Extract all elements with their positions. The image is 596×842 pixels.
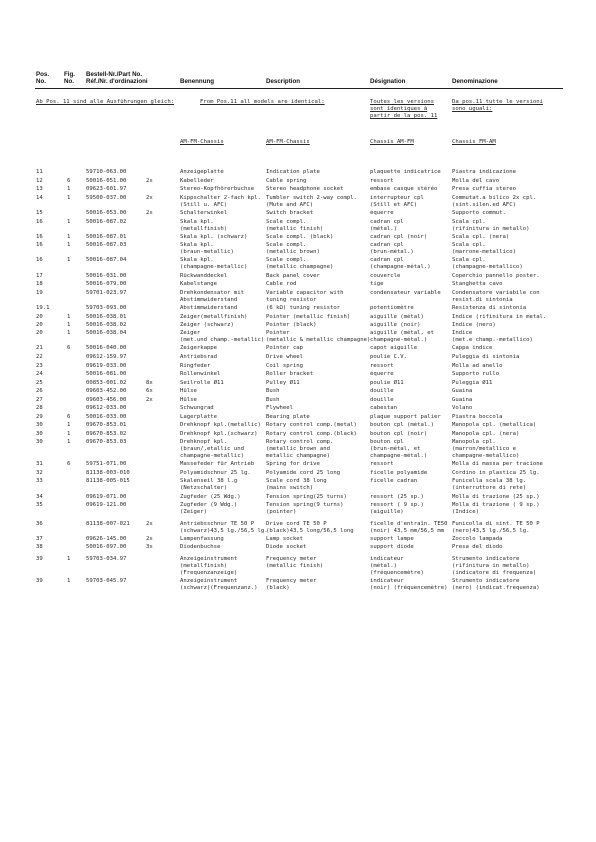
cell-en: Frequency meter (metallic finish) <box>266 555 324 569</box>
cell-part: 50016-040.00 <box>86 345 127 352</box>
cell-it: Volano <box>452 405 473 412</box>
col-header-denominazione: Denominazione <box>452 78 498 85</box>
cell-pos: 16 <box>36 218 43 225</box>
cell-part: 50016-081.00 <box>86 371 127 378</box>
cell-fr: bouton cpl (noir) <box>370 430 428 437</box>
cell-fr: plaque support palier <box>370 413 441 420</box>
cell-it: Stanghetta cavo <box>452 281 503 288</box>
cell-fig: 1 <box>67 257 71 264</box>
cell-de: Schalterwinkel <box>180 210 228 216</box>
cell-it: Molla di trazione (25 sp.) <box>452 493 540 500</box>
cell-it: Manopola cpl. (nera) <box>452 430 520 437</box>
cell-fr: aiguille (métal) <box>370 313 424 320</box>
cell-de: Skala kpl. (schwarz) <box>180 233 248 240</box>
cell-pos: 16 <box>36 257 43 264</box>
cell-fr: indicateur (noir) (fréquencemètre) <box>370 578 448 592</box>
cell-fr: poulie C.V. <box>370 354 408 360</box>
cell-pos: 32 <box>36 469 43 476</box>
cell-fig: 1 <box>67 242 71 249</box>
cell-it: Zoccolo lampada <box>452 535 503 542</box>
cell-pos: 28 <box>36 405 43 412</box>
cell-fig: 1 <box>67 438 71 445</box>
cell-pos: 16 <box>36 242 43 249</box>
cell-qty: 2x <box>146 396 153 403</box>
cell-fr: douille <box>370 388 394 395</box>
cell-de: Stereo-Kopfhörerbuchse <box>180 186 255 193</box>
cell-part: 09670-853.03 <box>86 438 127 445</box>
cell-it: Presa del diodo <box>452 544 503 551</box>
cell-de: Rückwanddeckel <box>180 272 228 279</box>
cell-pos: 20 <box>36 313 43 320</box>
cell-part: 00853-001.02 <box>86 379 127 386</box>
cell-en: Polyamide cord 25 long <box>266 469 341 476</box>
cell-fr: cadran cpl (brun-métal.) <box>370 242 414 256</box>
cell-de: Seilrolle Ø11 <box>180 379 224 386</box>
cell-part: 09603-456.00 <box>86 396 127 403</box>
cell-part: 50016-097.00 <box>86 544 127 551</box>
cell-qty: 2x <box>146 520 153 527</box>
cell-it: Puleggia di sintonia <box>452 354 520 360</box>
cell-en: Pointer (metallic & metallic champagne) <box>266 330 371 344</box>
cell-part: 50016-087.02 <box>86 218 127 225</box>
subhead-fr: Chassis AM-FM <box>370 139 414 145</box>
cell-fr: indicateur (métal.) (fréquencemètre) <box>370 555 424 576</box>
cell-pos: 25 <box>36 379 43 386</box>
cell-it: Strumento indicatore (nero) (indicat.frequenza) <box>452 578 540 592</box>
cell-it: Condensatore variabile con resist.di sintonia <box>452 289 540 303</box>
cell-de: Anzeigeplatte <box>180 169 224 175</box>
cell-en: Drive cord TE 50 P (black)43,5 long/56,5 long <box>266 520 354 534</box>
cell-pos: 29 <box>36 413 43 420</box>
cell-en: Tumbler switch 2-way compl. (Mute and AFC) <box>266 194 357 208</box>
cell-it: Indice (met.e champ.-metallico) <box>452 330 533 344</box>
cell-it: Indice (nero) <box>452 321 496 328</box>
cell-it: Resistenza di sintonia <box>452 305 527 312</box>
cell-en: Back panel cover <box>266 272 320 279</box>
cell-part: 09670-853.02 <box>86 430 127 437</box>
cell-part: 59710-063.00 <box>86 169 127 175</box>
subhead-de: AM-FM-Chassis <box>180 139 224 145</box>
cell-it: Presa cuffia stereo <box>452 186 516 193</box>
cell-fr: couvercle <box>370 272 401 279</box>
cell-fr: ficelle d'entraîn. TE50 (noir) 43,5 mm/56,5 mm <box>370 520 448 534</box>
cell-pos: 11 <box>36 169 43 175</box>
cell-pos: 38 <box>36 544 43 551</box>
intro-it: Da pos.11 tutte le versioni sono uguali: <box>452 99 543 112</box>
cell-part: 09619-071.00 <box>86 493 127 500</box>
cell-fr: condensateur variable <box>370 289 441 296</box>
cell-it: Commutat.a bilico 2x cpl. (sint.silen.ed AFC) <box>452 194 537 208</box>
cell-de: Kippschalter 2-fach kpl. (Still u. AFC) <box>180 194 261 208</box>
cell-qty: 2x <box>146 210 153 216</box>
cell-pos: 23 <box>36 362 43 369</box>
col-header-designation: Désignation <box>370 78 406 85</box>
cell-part: 09670-853.01 <box>86 422 127 429</box>
col-header-benennung: Benennung <box>180 78 215 85</box>
subhead-it: Chassis FM-AM <box>452 139 496 145</box>
cell-en: Bush <box>266 396 280 403</box>
cell-it: Piastra boccola <box>452 413 503 420</box>
cell-de: Anzeigeinstrument (metallfinish) (Frequenzanzeige) <box>180 555 238 576</box>
cell-part: 50016-079.00 <box>86 281 127 288</box>
cell-fig: 1 <box>67 578 71 585</box>
cell-en: Rotary control comp. (metallic brown and metallic champagne) <box>266 438 334 459</box>
cell-en: Indication plate <box>266 169 320 175</box>
cell-en: Tension spring(25 turns) <box>266 493 347 500</box>
cell-pos: 21 <box>36 345 43 352</box>
cell-en: Scale compl. (metallic champagne) <box>266 257 334 271</box>
cell-fig: 6 <box>67 413 71 420</box>
cell-de: Zeiger (met.und champ.-metallic) <box>180 330 265 344</box>
cell-part: 59751-071.00 <box>86 461 127 468</box>
cell-pos: 12 <box>36 177 43 184</box>
cell-fr: aiguille (noir) <box>370 321 421 328</box>
cell-de: Skalenseil 38 l.g (Netzschalter) <box>180 478 238 492</box>
cell-fr: cadran cpl (noir) <box>370 233 428 240</box>
cell-it: Supporto rullo <box>452 371 500 378</box>
cell-de: Diodenbuchse <box>180 544 221 551</box>
col-header-part: Bestell-Nr./Part No. Réf./Nr. d'ordinazioni <box>86 71 148 86</box>
cell-it: Guaina <box>452 388 473 395</box>
cell-it: Cappa indice <box>452 345 493 352</box>
cell-pos: 15 <box>36 210 43 216</box>
cell-fr: bouton cpl (métal.) <box>370 422 434 429</box>
cell-it: Molla del cavo <box>452 177 500 184</box>
cell-fr: équerre <box>370 210 394 216</box>
cell-fig: 1 <box>67 194 71 201</box>
cell-pos: 19 <box>36 289 43 296</box>
cell-qty: 8x <box>146 379 153 386</box>
cell-en: Coil spring <box>266 362 304 369</box>
cell-en: (6 kΩ) tuning resistor <box>266 305 341 312</box>
cell-de: Schwungrad <box>180 405 214 412</box>
cell-part: 09623-601.97 <box>86 186 127 193</box>
cell-it: Manopola cpl. (marron/metallico e champagne-metallico) <box>452 438 520 459</box>
cell-fr: capot aiguille <box>370 345 418 352</box>
cell-fig: 1 <box>67 321 71 328</box>
cell-it: Scala cpl. (rifinitura in metallo) <box>452 218 530 232</box>
cell-fr: embase casque stéréo <box>370 186 438 193</box>
cell-pos: 31 <box>36 461 43 468</box>
cell-en: Scale compl. (metallic brown) <box>266 242 320 256</box>
cell-it: Funicella scala 38 lg. (interruttore di rete) <box>452 478 527 492</box>
cell-fr: potentiomètre <box>370 305 414 312</box>
cell-fr: interrupteur cpl (Still et AFC) <box>370 194 424 208</box>
cell-fr: ressort <box>370 461 394 468</box>
cell-part: 50016-038.02 <box>86 321 127 328</box>
cell-de: Massefeder für Antrieb <box>180 461 255 468</box>
cell-de: Antriebsrad <box>180 354 218 360</box>
cell-fig: 6 <box>67 461 71 468</box>
cell-fig: 1 <box>67 555 71 562</box>
cell-part: 59703-034.97 <box>86 555 127 562</box>
cell-de: Lampenfassung <box>180 535 224 542</box>
cell-fr: cabestan <box>370 405 397 412</box>
cell-fr: cadran cpl (champagne-métal.) <box>370 257 431 271</box>
cell-en: Frequency meter (black) <box>266 578 317 592</box>
cell-de: Abstimmwiderstand <box>180 305 238 312</box>
cell-fr: support diode <box>370 544 414 551</box>
cell-pos: 22 <box>36 354 43 360</box>
cell-de: Zeigerkappe <box>180 345 218 352</box>
cell-fr: ficelle cadran <box>370 478 418 485</box>
cell-de: Kabelstange <box>180 281 218 288</box>
cell-it: Scala cpl. (champagne-metallico) <box>452 257 523 271</box>
cell-en: Roller bracket <box>266 371 314 378</box>
cell-en: Scale cord 38 long (mains switch) <box>266 478 327 492</box>
col-header-fig: Fig. No. <box>64 71 75 86</box>
cell-pos: 13 <box>36 186 43 193</box>
cell-part: 59703-093.00 <box>86 305 127 312</box>
cell-en: Scale compl. (black) <box>266 233 334 240</box>
cell-part: 09619-121.00 <box>86 502 127 509</box>
cell-de: Skala kpl. (braun-metallic) <box>180 242 234 256</box>
cell-en: Stereo headphone socket <box>266 186 344 193</box>
cell-pos: 33 <box>36 478 43 485</box>
cell-de: Ringfeder <box>180 362 211 369</box>
cell-part: 09626-145.00 <box>86 535 127 542</box>
cell-fr: poulie Ø11 <box>370 379 404 386</box>
cell-part: 59500-037.00 <box>86 194 127 201</box>
cell-en: Rotary control comp.(metal) <box>266 422 357 429</box>
cell-fig: 1 <box>67 218 71 225</box>
cell-pos: 30 <box>36 430 43 437</box>
cell-part: 81138-003-010 <box>86 469 130 476</box>
cell-fr: ressort <box>370 177 394 184</box>
header-rule <box>35 88 563 89</box>
cell-it: Piastra indicazione <box>452 169 516 175</box>
cell-part: 59703-045.97 <box>86 578 127 585</box>
cell-en: Lamp socket <box>266 535 304 542</box>
cell-de: Anzeigeinstrument (schwarz)(Frequenzanz.) <box>180 578 258 592</box>
cell-de: Skala kpl. (champagne-metallic) <box>180 257 248 271</box>
cell-en: Pulley Ø11 <box>266 379 300 386</box>
cell-fr: ficelle polyamide <box>370 469 428 476</box>
cell-part: 09612-159.97 <box>86 354 127 360</box>
cell-it: Coperchio pannello poster. <box>452 272 540 279</box>
cell-en: Flywheel <box>266 405 293 412</box>
cell-part: 50016-053.00 <box>86 210 127 216</box>
cell-en: Rotary control comp.(black) <box>266 430 357 437</box>
cell-fig: 1 <box>67 313 71 320</box>
cell-de: Drehkondensator mit Abstimmwiderstand <box>180 289 244 303</box>
cell-part: 81138-005-015 <box>86 478 130 485</box>
cell-de: Skala kpl. (metallfinish) <box>180 218 228 232</box>
cell-fr: ressort (25 sp.) <box>370 493 424 500</box>
cell-fr: douille <box>370 396 394 403</box>
cell-de: Lagerplatte <box>180 413 218 420</box>
cell-it: Manopola cpl. (metallica) <box>452 422 537 429</box>
cell-fig: 1 <box>67 330 71 337</box>
cell-de: Drehknopf kpl.(metallic) <box>180 422 261 429</box>
cell-it: Indice (rifinitura in metal. <box>452 313 547 320</box>
cell-part: 50016-087.03 <box>86 242 127 249</box>
cell-fr: plaquette indicatrice <box>370 169 441 175</box>
cell-pos: 20 <box>36 330 43 337</box>
cell-it: Molla di trazione ( 9 sp.) (Indice) <box>452 502 540 516</box>
cell-en: Pointer (black) <box>266 321 317 328</box>
cell-fr: équerre <box>370 371 394 378</box>
cell-pos: 30 <box>36 422 43 429</box>
col-header-pos: Pos. No. <box>36 71 50 86</box>
cell-en: Pointer cap <box>266 345 304 352</box>
cell-qty: 2x <box>146 194 153 201</box>
cell-de: Kabelleder <box>180 177 214 184</box>
cell-qty: 6x <box>146 388 153 395</box>
subhead-en: AM-FM-Chassis <box>266 139 310 145</box>
cell-part: 59701-023.97 <box>86 289 127 296</box>
cell-it: Scala cpl. (marrone-metallico) <box>452 242 516 256</box>
cell-fig: 1 <box>67 430 71 437</box>
cell-de: Rollenwinkel <box>180 371 221 378</box>
cell-de: Hülse <box>180 396 197 403</box>
intro-en: From Pos.11 all models are identical: <box>200 99 325 105</box>
cell-pos: 36 <box>36 520 43 527</box>
cell-fr: bouton cpl (brun-métal, et champagne-métal.) <box>370 438 428 459</box>
cell-en: Pointer (metallic finish) <box>266 313 351 320</box>
cell-pos: 39 <box>36 578 43 585</box>
cell-pos: 34 <box>36 493 43 500</box>
cell-qty: 2x <box>146 177 153 184</box>
cell-pos: 24 <box>36 371 43 378</box>
cell-en: Spring for drive <box>266 461 320 468</box>
cell-fig: 6 <box>67 345 71 352</box>
cell-de: Hülse <box>180 388 197 395</box>
cell-pos: 20 <box>36 321 43 328</box>
cell-part: 09619-033.00 <box>86 362 127 369</box>
cell-part: 81138-007-021 <box>86 520 130 527</box>
intro-de: Ab Pos. 11 sind alle Ausführungen gleich: <box>36 99 175 105</box>
cell-pos: 17 <box>36 272 43 279</box>
intro-fr: Toutes les versions sont identiques à partir de la pos. 11 <box>370 99 438 119</box>
cell-fig: 6 <box>67 177 71 184</box>
cell-fr: cadran cpl (métal.) <box>370 218 404 232</box>
cell-fig: 1 <box>67 186 71 193</box>
cell-it: Puleggia Ø11 <box>452 379 493 386</box>
cell-part: 50016-033.00 <box>86 413 127 420</box>
cell-it: Scala cpl. (nera) <box>452 233 510 240</box>
cell-de: Zeiger (schwarz) <box>180 321 234 328</box>
cell-it: Funicolla di sint. TE 50 P (nero)43,5 lg./56,5 lg. <box>452 520 540 534</box>
cell-en: Diode socket <box>266 544 307 551</box>
cell-pos: 27 <box>36 396 43 403</box>
cell-en: Tension spring(9 turns) (pointer) <box>266 502 344 516</box>
cell-part: 09603-452.00 <box>86 388 127 395</box>
cell-fr: ressort ( 9 sp.) (aiguille) <box>370 502 424 516</box>
cell-en: Bush <box>266 388 280 395</box>
cell-pos: 26 <box>36 388 43 395</box>
cell-fig: 1 <box>67 233 71 240</box>
cell-de: Zugfeder (25 Wdg.) <box>180 493 241 500</box>
cell-de: Zugfeder (9 Wdg.) (Zeiger) <box>180 502 238 516</box>
cell-part: 09612-033.00 <box>86 405 127 412</box>
cell-pos: 16 <box>36 233 43 240</box>
cell-it: Strumento indicatore (rifinitura in metallo) (indicatore di frequenza) <box>452 555 537 576</box>
cell-fr: support lampe <box>370 535 414 542</box>
cell-fr: tige <box>370 281 384 288</box>
col-header-description: Description <box>266 78 301 85</box>
cell-it: Molla di massa per tracione <box>452 461 543 468</box>
cell-pos: 19.1 <box>36 305 50 312</box>
cell-en: Variable capacitor with tuning resistor <box>266 289 344 303</box>
cell-fr: ressort <box>370 362 394 369</box>
cell-pos: 39 <box>36 555 43 562</box>
cell-en: Switch bracket <box>266 210 314 216</box>
cell-en: Scale compl. (metallic finish) <box>266 218 324 232</box>
cell-pos: 18 <box>36 281 43 288</box>
cell-de: Drehknopf kpl.(schwarz) <box>180 430 258 437</box>
cell-qty: 2x <box>146 535 153 542</box>
cell-pos: 35 <box>36 502 43 509</box>
cell-fr: aiguille (métal, et champagne-métal.) <box>370 330 434 344</box>
cell-it: Supporto commut. <box>452 210 506 216</box>
cell-de: Polyamidschnur 25 lg. <box>180 469 251 476</box>
cell-part: 50016-038.01 <box>86 313 127 320</box>
cell-en: Cable spring <box>266 177 307 184</box>
cell-it: Molla ad anello <box>452 362 503 369</box>
cell-en: Bearing plate <box>266 413 310 420</box>
cell-part: 50016-087.01 <box>86 233 127 240</box>
cell-part: 50016-087.04 <box>86 257 127 264</box>
cell-pos: 30 <box>36 438 43 445</box>
cell-pos: 14 <box>36 194 43 201</box>
cell-de: Antriebsschnur TE 50 P (schwarz)43,5 lg./56,5 lg. <box>180 520 268 534</box>
cell-en: Drive wheel <box>266 354 304 360</box>
cell-de: Drehknopf kpl. (braun/,etallic und champagne-metallic) <box>180 438 244 459</box>
cell-part: 50016-051.00 <box>86 177 127 184</box>
cell-part: 50016-038.04 <box>86 330 127 337</box>
cell-en: Cable rod <box>266 281 297 288</box>
cell-it: Guaina <box>452 396 473 403</box>
cell-pos: 37 <box>36 535 43 542</box>
cell-qty: 3x <box>146 544 153 551</box>
cell-part: 50016-031.00 <box>86 272 127 279</box>
cell-fig: 1 <box>67 422 71 429</box>
cell-it: Cordino in plastica 25 lg. <box>452 469 540 476</box>
cell-de: Zeiger(metallfinish) <box>180 313 248 320</box>
